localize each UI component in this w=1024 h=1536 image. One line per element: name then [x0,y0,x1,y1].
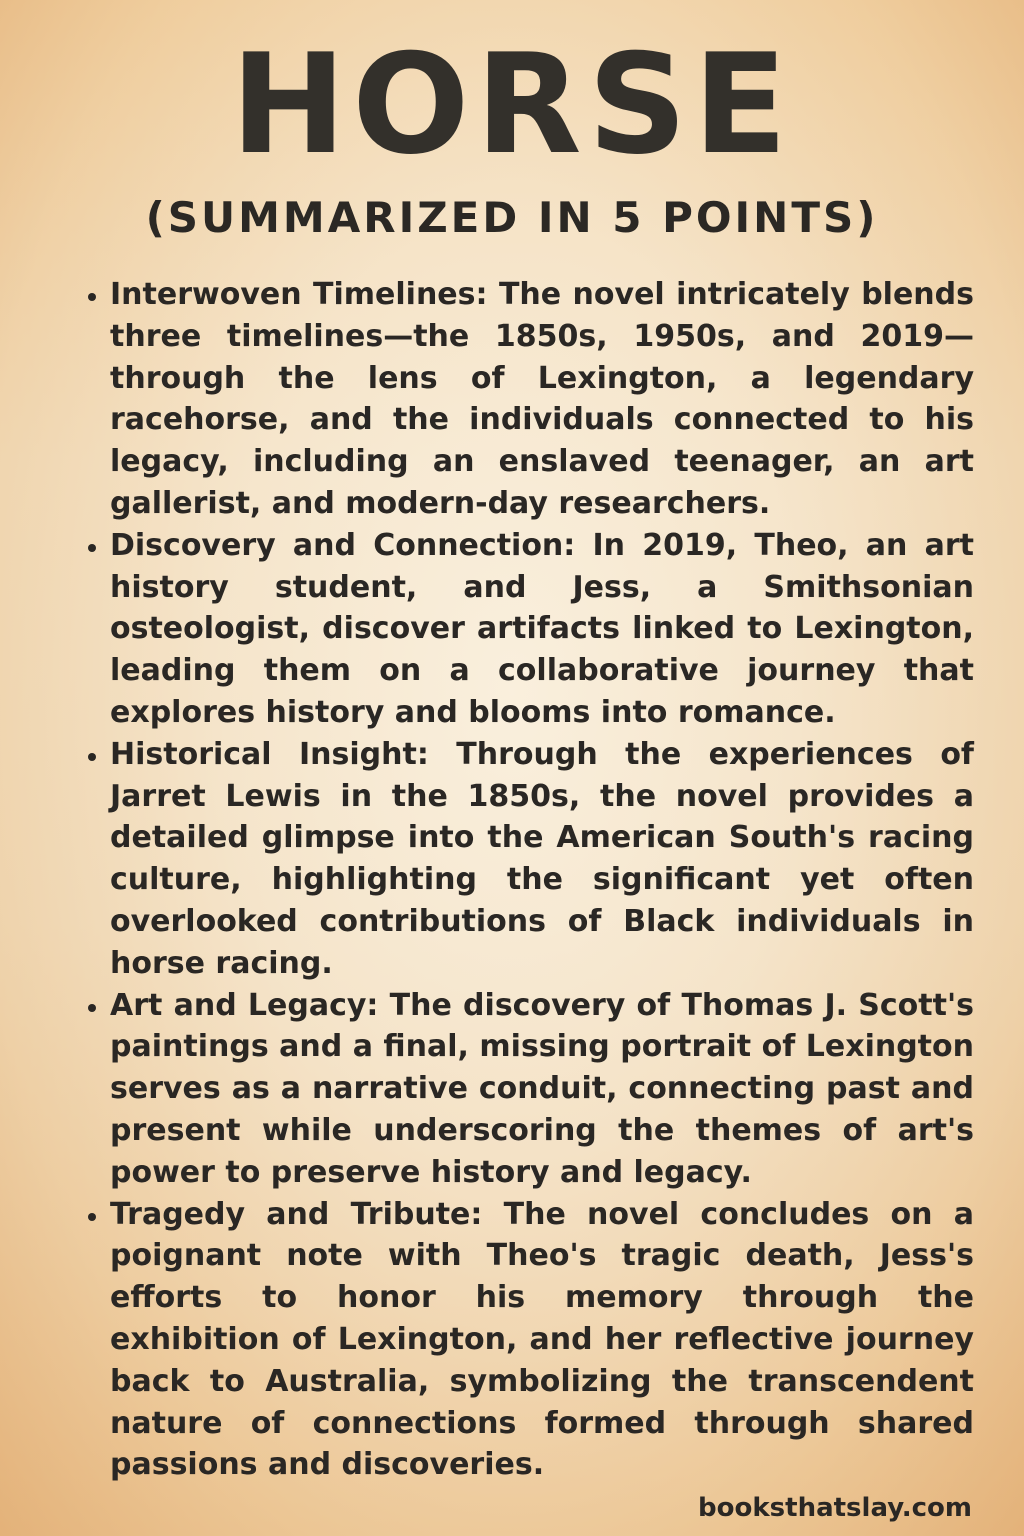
summary-point: • Discovery and Connection: In 2019, Theo, an art history student, and Jess, a Smithsonian osteologist, discover artifacts linked to Lexington, leading them on a collaborative journey that explores history and blooms into romance. [110,525,974,734]
subtitle: (SUMMARIZED IN 5 POINTS) [145,193,879,242]
book-title: HORSE [230,24,794,185]
summary-point: • Historical Insight: Through the experiences of Jarret Lewis in the 1850s, the novel provides a detailed glimpse into the American South's racing culture, highlighting the significant yet often overlooked contributions of Black individuals in horse racing. [110,734,974,985]
summary-points-list [72,274,974,1486]
summary-point: • Interwoven Timelines: The novel intricately blends three timelines—the 1850s, 1950s, and 2019—through the lens of Lexington, a legendary racehorse, and the individuals connected to his legacy, including an enslaved teenager, an art gallerist, and modern-day researchers. [110,274,974,525]
summary-point: • Art and Legacy: The discovery of Thomas J. Scott's paintings and a final, missing portrait of Lexington serves as a narrative conduit, connecting past and present while underscoring the themes of art's power to preserve history and legacy. [110,985,974,1194]
summary-point: • Tragedy and Tribute: The novel concludes on a poignant note with Theo's tragic death, Jess's efforts to honor his memory through the exhibition of Lexington, and her reflective journey back to Australia, symbolizing the transcendent nature of connections formed through shared passions and discoveries. [110,1194,974,1487]
site-credit: booksthatslay.com [698,1493,972,1523]
